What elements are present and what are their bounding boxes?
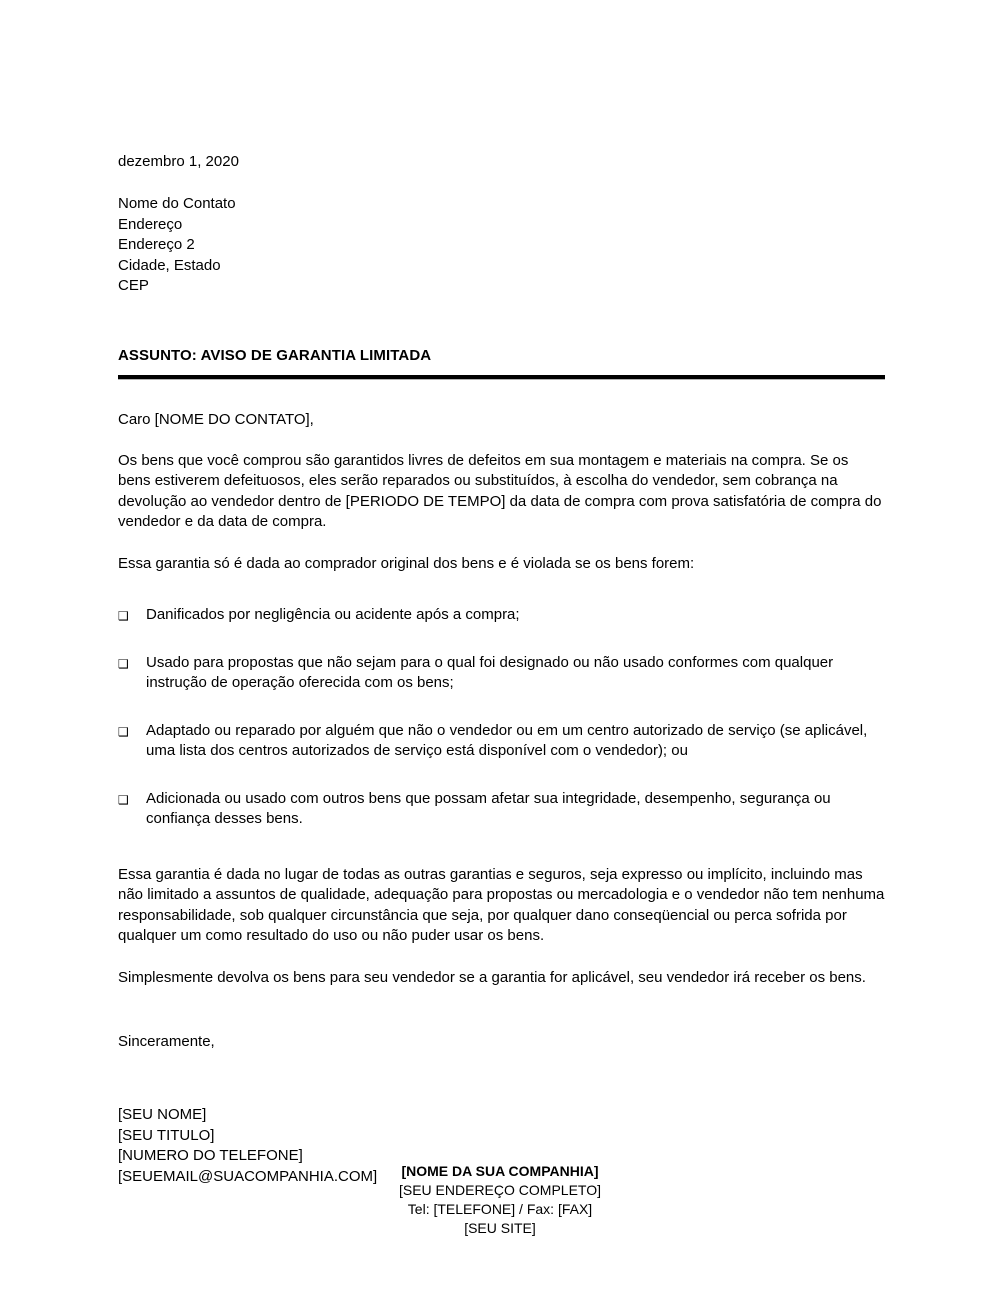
- closing-salutation: Sinceramente,: [118, 1033, 215, 1050]
- letter-content: [118, 152, 885, 1187]
- recipient-name: Nome do Contato: [118, 195, 236, 212]
- recipient-address-2: Endereço 2: [118, 236, 195, 253]
- footer-website: [SEU SITE]: [464, 1220, 536, 1236]
- recipient-city-state: Cidade, Estado: [118, 256, 221, 274]
- list-item: [118, 605, 885, 626]
- list-item-text: Adicionada ou usado com outros bens que possam afetar sua integridade, desempenho, segurança ou confiança desses bens.: [146, 789, 831, 827]
- list-item: [118, 789, 885, 830]
- footer-address: [SEU ENDEREÇO COMPLETO]: [398, 1182, 601, 1198]
- signer-name: [SEU NOME]: [118, 1106, 207, 1123]
- signer-title: [SEU TITULO]: [118, 1126, 215, 1144]
- list-item-text: Adaptado ou reparado por alguém que não o vendedor ou em um centro autorizado de serviço (se aplicável, uma lista dos centros autorizados de serviço está disponível com o vendedor); ou: [146, 721, 868, 759]
- square-bullet-icon: ❑: [118, 792, 129, 807]
- list-item-text: Usado para propostas que não sejam para o qual foi designado ou não usado conformes com qualquer instrução de operação oferecida com os bens;: [146, 653, 834, 691]
- salutation: Caro [NOME DO CONTATO],: [118, 410, 314, 428]
- square-bullet-icon: ❑: [118, 724, 129, 739]
- subject-divider: [118, 375, 885, 380]
- list-spacer: [118, 830, 885, 844]
- square-bullet-icon: ❑: [118, 609, 129, 623]
- conditions-list: [118, 605, 885, 830]
- paragraph-list-intro: Essa garantia só é dada ao comprador original dos bens e é violada se os bens forem:: [118, 554, 695, 572]
- letter-date: dezembro 1, 2020: [118, 153, 239, 170]
- list-item: [118, 653, 885, 694]
- paragraph-disclaimer: Essa garantia é dada no lugar de todas as outras garantias e seguros, seja expresso ou implícito, incluindo mas não limitado a assuntos de qualidade, adequação para propostas ou mercadologia e o vendedor não tem nenhuma responsabilidade, sob qualquer circunstância que seja, por qualquer dano conseqüencial ou perca sofrida por qualquer um como resultado do uso ou não puder usar os bens.: [118, 865, 885, 944]
- list-item: [118, 721, 885, 762]
- recipient-postal-code: CEP: [118, 277, 149, 294]
- signer-phone: [NUMERO DO TELEFONE]: [118, 1147, 303, 1164]
- signer-email: [SEUEMAIL@SUACOMPANHIA.COM]: [118, 1167, 378, 1185]
- list-item-text: Danificados por negligência ou acidente após a compra;: [146, 606, 520, 623]
- paragraph-return-note: Simplesmente devolva os bens para seu vendedor se a garantia for aplicável, seu vendedor irá receber os bens.: [118, 968, 866, 986]
- footer-company-name: [NOME DA SUA COMPANHIA]: [401, 1163, 599, 1179]
- recipient-address-block: [118, 194, 885, 297]
- footer-contact: Tel: [TELEFONE] / Fax: [FAX]: [407, 1201, 593, 1217]
- subject-heading: ASSUNTO: AVISO DE GARANTIA LIMITADA: [118, 346, 432, 364]
- paragraph-intro: Os bens que você comprou são garantidos livres de defeitos em sua montagem e materiais na compra. Se os bens estiverem defeituosos, eles serão reparados ou substituídos, à escolha do vendedor, sem cobrança na devolução ao vendedor dentro de [PERIODO DE TEMPO] da data de compra com prova satisfatória de compra do vendedor e da data de compra.: [118, 451, 882, 530]
- recipient-address-1: Endereço: [118, 215, 183, 233]
- page-footer: [0, 1162, 1000, 1238]
- square-bullet-icon: ❑: [118, 656, 129, 671]
